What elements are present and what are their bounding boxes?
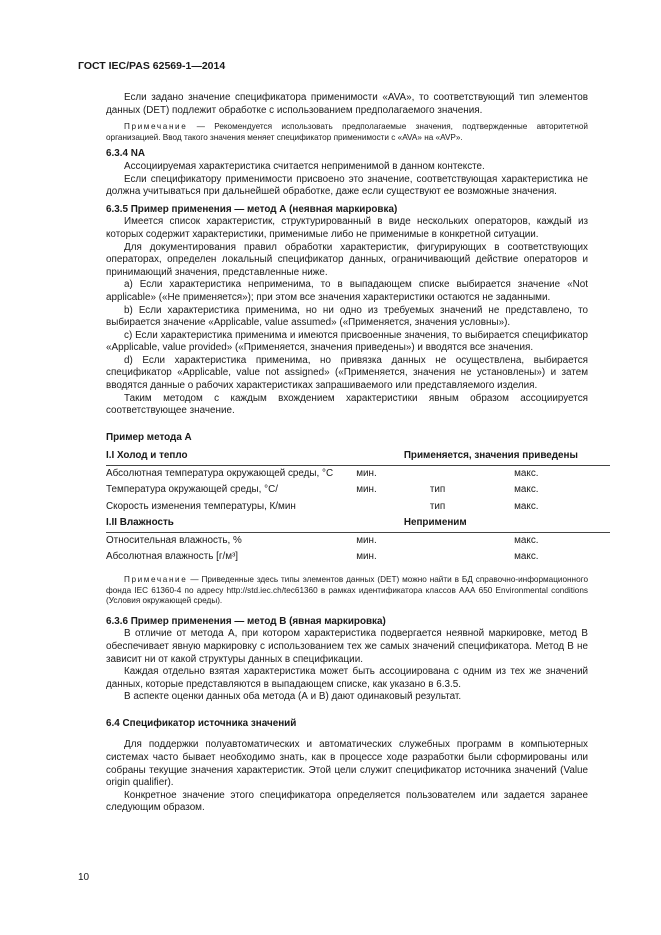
heading-6-4: 6.4 Спецификатор источника значений <box>106 717 297 729</box>
paragraph-method-b-2: Каждая отдельно взятая характеристика может быть ассоциирована с одним из тех же значений данных, которые представляются в выпадающем списке, как указано в 6.3.5. <box>106 666 588 690</box>
note-label: Примечание <box>124 574 188 584</box>
note-label: Примечание <box>124 122 188 132</box>
table-row <box>106 482 610 499</box>
heading-6-3-5: 6.3.5 Пример применения — метод А (неявная маркировка) <box>106 203 398 215</box>
list-item-c: c) Если характеристика применима и имеются присвоенные значения, то выбирается спецификатор «Applicable, value provided» («Применяется, значения приведены») и вводятся все значения. <box>106 329 588 354</box>
row-min: мин. <box>356 551 377 563</box>
paragraph-origin-1: Для поддержки полуавтоматических и автоматических служебных программ в компьютерных системах часто бывает необходимо знать, как в процессе ходе разработки были сформированы или собраны текущие значения характеристик. Этой цели служит спецификатор источника значений (Value origin qualifier). <box>106 739 588 789</box>
paragraph-origin-2: Конкретное значение этого спецификатора определяется пользователем или задается заранее следующим образом. <box>106 789 588 814</box>
row-typ <box>404 549 484 566</box>
list-item-d: d) Если характеристика применима, но привязка данных не осуществлена, выбирается спецификатор «Applicable, value not assigned» («Применяется, значения не установлены») и затем вводятся данные о рабочих характеристиках запрашиваемого или представляемого изделия. <box>106 354 588 392</box>
heading-6-3-6: 6.3.6 Пример применения — метод В (явная маркировка) <box>106 615 386 627</box>
group-name: I.I Холод и тепло <box>106 448 356 465</box>
row-min: мин. <box>356 534 377 546</box>
table-row <box>106 499 610 516</box>
paragraph-method-a-1: Имеется список характеристик, структурированный в виде нескольких операторов, каждый из которых содержит характеристики, применимые либо не применимые в конкретной ситуации. <box>106 216 588 240</box>
paragraph-na-1: Ассоциируемая характеристика считается неприменимой в данном контексте. <box>124 160 485 172</box>
row-min: мин. <box>356 467 377 479</box>
row-typ <box>404 532 484 549</box>
table-group-row <box>106 515 610 532</box>
row-typ: тип <box>429 500 446 512</box>
row-max: макс. <box>514 534 539 546</box>
note-text: — Рекомендуется использовать предполагаемые значения, подтвержденные авторитетной организацией. Ввод такого значения меняет спецификатор применимости с «AVA» на «AVP». <box>106 122 588 142</box>
row-max: макс. <box>514 467 539 479</box>
group-status: Применяется, значения приведены <box>404 448 610 465</box>
row-min <box>356 499 404 516</box>
page-content <box>106 92 588 815</box>
list-item-a: a) Если характеристика неприменима, то в выпадающем списке выбирается значение «Not applicable» («Не применяется»); при этом все значения характеристики остаются не заданными. <box>106 279 588 303</box>
note-text: — Приведенные здесь типы элементов данных (DET) можно найти в БД справочно-информационного фонда IEC 61360-4 по адресу http://std.iec.ch/tec61360 в рамках идентификатора классов ААА 650 Environmental conditions (Условия окружающей среды). <box>106 574 588 606</box>
row-max: макс. <box>514 500 539 512</box>
row-max: макс. <box>514 551 539 563</box>
row-name: Абсолютная влажность [г/м³] <box>106 551 239 563</box>
row-max: макс. <box>514 484 539 496</box>
paragraph-method-a-3: Таким методом с каждым вхождением характеристики явным образом ассоциируется соответствующее значение. <box>106 392 588 417</box>
table-group-row <box>106 448 610 465</box>
paragraph-method-b-3: В аспекте оценки данных оба метода (А и В) дают одинаковый результат. <box>124 691 462 703</box>
row-name: Температура окружающей среды, °C/ <box>106 484 278 496</box>
group-status: Неприменим <box>404 515 610 532</box>
page-number: 10 <box>78 872 90 883</box>
note-1 <box>106 122 588 143</box>
example-title: Пример метода А <box>106 431 192 443</box>
table-row <box>106 465 610 482</box>
heading-6-3-4: 6.3.4 NA <box>106 148 145 160</box>
row-name: Относительная влажность, % <box>106 534 242 546</box>
paragraph-na-2: Если спецификатору применимости присвоено это значение, соответствующая характеристика не должна учитываться при дальнейшей обработке, даже если существуют ее возможные значения. <box>106 173 588 198</box>
paragraph-method-a-2: Для документирования правил обработки характеристик, фигурирующих в соответствующих операторах, определен локальный спецификатор данных, ограничивающий действие операторов и принимающий значения, представленные ниже. <box>106 241 588 278</box>
paragraph-ava: Если задано значение спецификатора применимости «AVA», то соответствующий тип элементов данных (DET) подлежит обработке с использованием предполагаемого значения. <box>106 92 588 116</box>
row-typ: тип <box>429 484 446 496</box>
note-2 <box>106 575 588 607</box>
table-row <box>106 532 610 549</box>
table-row <box>106 549 610 566</box>
row-name: Абсолютная температура окружающей среды, °C <box>106 467 334 479</box>
row-min: мин. <box>356 484 377 496</box>
row-typ <box>404 465 484 482</box>
list-item-b: b) Если характеристика применима, но ни одно из требуемых значений не представлено, то выбирается значение «Applicable, value assumed» («Применяется, значения условны»). <box>106 304 588 329</box>
row-name: Скорость изменения температуры, К/мин <box>106 500 296 512</box>
example-table <box>106 448 610 566</box>
group-name: I.II Влажность <box>106 515 356 532</box>
paragraph-method-b-1: В отличие от метода А, при котором характеристика подвергается неявной маркировке, метод В обеспечивает явную маркировку с использованием тех же самых значений спецификатора. Метод В не зависит ни от какой структуры данных в спецификации. <box>106 628 588 665</box>
page-header: ГОСТ IEC/PAS 62569-1—2014 <box>78 60 226 72</box>
